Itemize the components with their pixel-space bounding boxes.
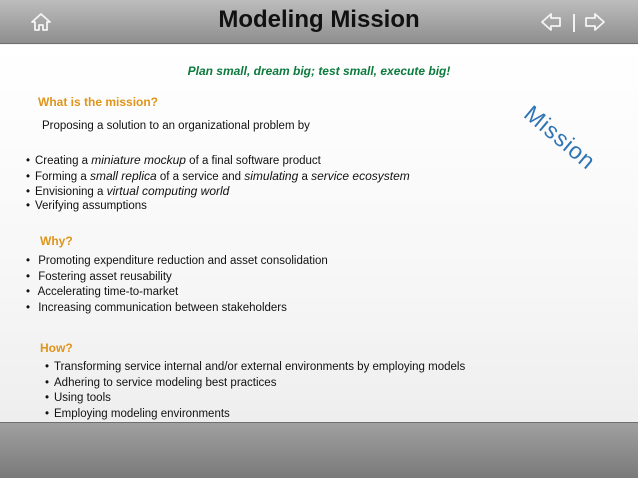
how-heading: How? <box>40 341 73 355</box>
what-intro: Proposing a solution to an organizational problem by <box>42 120 310 132</box>
slide-title: Modeling Mission <box>218 6 420 33</box>
list-item: • Accelerating time-to-market <box>26 286 179 299</box>
how-list <box>45 361 465 423</box>
list-item: • Increasing communication between stakeholders <box>26 301 287 314</box>
what-heading: What is the mission? <box>38 95 159 109</box>
why-heading: Why? <box>40 234 73 248</box>
why-list <box>26 255 328 317</box>
list-item: • Creating a miniature mockup of a final software product <box>26 153 321 167</box>
list-item: • Using tools <box>45 392 111 405</box>
tagline: Plan small, dream big; test small, execute big! <box>187 64 451 78</box>
what-list <box>26 153 410 215</box>
list-item: • Promoting expenditure reduction and asset consolidation <box>26 255 328 267</box>
list-item: • Forming a small replica of a service and simulating a service ecosystem <box>26 168 410 183</box>
nav-separator <box>573 14 575 32</box>
arrow-left-icon[interactable] <box>540 12 562 32</box>
top-toolbar <box>0 0 638 44</box>
list-item: • Envisioning a virtual computing world <box>26 184 230 199</box>
arrow-right-icon[interactable] <box>584 12 606 32</box>
list-item: • Verifying assumptions <box>26 199 147 212</box>
list-item: • Employing modeling environments <box>45 407 230 420</box>
list-item: • Adhering to service modeling best practices <box>45 376 277 389</box>
bottom-bar <box>0 422 638 478</box>
list-item: • Fostering asset reusability <box>26 270 172 283</box>
mission-watermark: Mission <box>519 100 602 175</box>
list-item: • Transforming service internal and/or external environments by employing models <box>45 361 466 373</box>
